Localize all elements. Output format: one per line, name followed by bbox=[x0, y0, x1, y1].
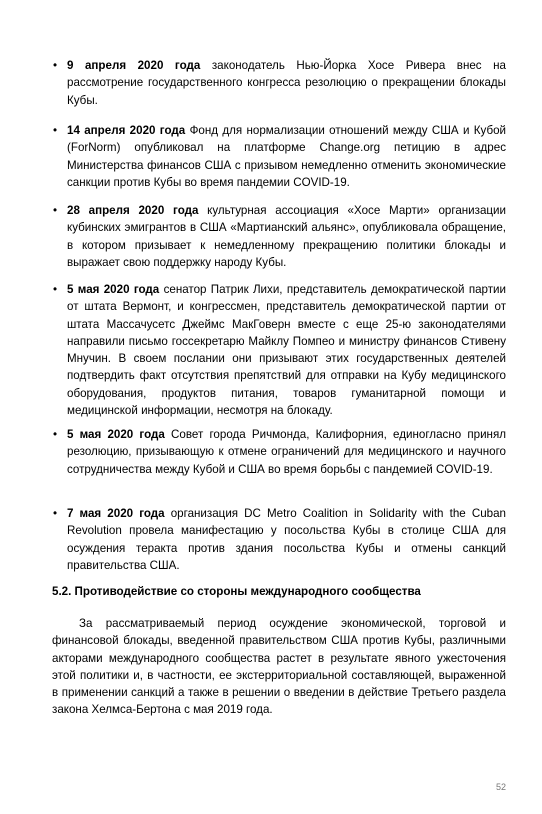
event-text: Фонд для нормализации отношений между США и Кубой (ForNorm) опубликовал на платформе Change.org петицию в адрес Министерства финансов США с призывом немедленно отменить экономические санкции против Кубы во время пандемии COVID-19. bbox=[67, 124, 507, 189]
bullet-icon: • bbox=[53, 204, 58, 217]
bullet-icon: • bbox=[53, 124, 58, 137]
list-item bbox=[53, 426, 507, 478]
body-paragraph: За рассматриваемый период осуждение экономической, торговой и финансовой блокады, введенной правительством США против Кубы, различными акторами международного сообщества растет в результате явного ужесточения этой политики и, в частности, ее экстерриториальной составляющей, выраженной в применении санкций а также в решении о введении в действие Третьего раздела закона Хелмса-Бертона с мая 2019 года. bbox=[52, 617, 506, 717]
event-text: законодатель Нью-Йорка Хосе Ривера внес на рассмотрение государственного конгресса резолюцию о прекращении блокады Кубы. bbox=[67, 59, 506, 107]
event-text: культурная ассоциация «Хосе Марти» организации кубинских эмигрантов в США «Мартианский альянс», опубликовала обращение, в котором призывает к немедленному прекращению политики блокады и выражает свою поддержку народу Кубы. bbox=[67, 204, 506, 269]
bullet-icon: • bbox=[53, 507, 58, 520]
event-text: организация DC Metro Coalition in Solidarity with the Cuban Revolution провела манифестацию у посольства Кубы в столице США для осуждения теракта против здания посольства Кубы и отмены санкций правительства США. bbox=[67, 507, 506, 572]
page-number: 52 bbox=[495, 782, 506, 792]
event-text: Совет города Ричмонда, Калифорния, единогласно принял резолюцию, призывающую к отмене ограничений для медицинского и научного сотрудничества между Кубой и США во время борьбы с пандемией COVID-19. bbox=[67, 428, 507, 476]
bullet-icon: • bbox=[53, 283, 58, 296]
bullet-icon: • bbox=[53, 59, 58, 72]
event-date: 5 мая 2020 года bbox=[67, 428, 165, 441]
list-item bbox=[53, 122, 507, 191]
list-item bbox=[53, 281, 507, 419]
event-date: 5 мая 2020 года bbox=[67, 283, 160, 296]
event-date: 7 мая 2020 года bbox=[67, 507, 165, 520]
event-date: 28 апреля 2020 года bbox=[67, 204, 199, 217]
list-item bbox=[53, 202, 506, 271]
list-item bbox=[53, 505, 506, 574]
list-item bbox=[53, 57, 506, 109]
event-text: сенатор Патрик Лихи, представитель демократической партии от штата Вермонт, и конгрессмен, представитель демократической партии от штата Массачусетс Джеймс МакГоверн вместе с еще 25-ю законодателями направили письмо госсекретарю Майклу Помпео и министру финансов Стивену Мнучин. В своем послании они призывают этих государственных деятелей подтвердить факт отсутствия препятствий для отправки на Кубу медицинского оборудования, продуктов питания, товаров гуманитарной помощи и медицинской информации, несмотря на блокаду. bbox=[67, 283, 507, 418]
bullet-icon: • bbox=[53, 428, 58, 441]
event-date: 14 апреля 2020 года bbox=[67, 124, 186, 137]
event-date: 9 апреля 2020 года bbox=[67, 59, 201, 72]
section-heading: 5.2. Противодействие со стороны международного сообщества bbox=[52, 585, 421, 598]
